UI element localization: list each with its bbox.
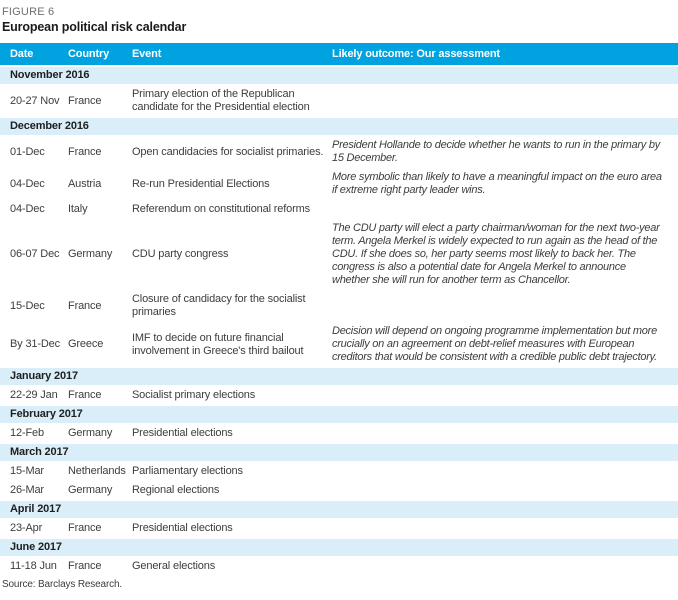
cell-country: France	[68, 389, 102, 401]
cell-event: Primary election of the Republican candidate for the Presidential election	[132, 88, 310, 113]
cell-event: Closure of candidacy for the socialist primaries	[132, 293, 306, 318]
cell-date: 11-18 Jun	[10, 560, 57, 572]
cell-event: Referendum on constitutional reforms	[132, 203, 311, 215]
cell-country: France	[68, 145, 102, 158]
table-body	[0, 67, 678, 576]
cell-date: By 31-Dec	[10, 338, 61, 350]
table-row	[0, 290, 678, 322]
cell-country: Germany	[68, 248, 113, 260]
column-header-assessment: Likely outcome: Our assessment	[332, 48, 500, 60]
table-row	[0, 386, 678, 405]
table-row	[0, 424, 678, 443]
cell-date: 23-Apr	[10, 522, 43, 534]
cell-assessment: The CDU party will elect a party chairman/woman for the next two-year term. Angela Merkel is widely expected to run again as the head of the CDU. If she does so, her party seems most likely to back her. The congress is also a potential date for Angela Merkel to announce whether she will run for another term as Chancellor.	[332, 222, 660, 286]
cell-date: 26-Mar	[10, 484, 44, 496]
cell-country: Greece	[68, 338, 104, 350]
cell-assessment	[332, 431, 672, 437]
figure-label: FIGURE 6	[2, 6, 55, 18]
cell-assessment	[332, 526, 672, 532]
cell-assessment	[332, 469, 672, 475]
cell-date: 15-Mar	[10, 465, 44, 477]
cell-country: France	[68, 560, 102, 572]
cell-country: Netherlands	[68, 465, 126, 477]
column-header-date: Date	[10, 48, 34, 60]
section-row-june-2017: June 2017	[0, 539, 678, 556]
cell-event: Socialist primary elections	[132, 389, 256, 401]
source-note: Source: Barclays Research.	[2, 579, 123, 590]
cell-event: Re-run Presidential Elections	[132, 177, 270, 190]
cell-country: Germany	[68, 427, 113, 439]
cell-country: Italy	[68, 203, 88, 215]
cell-assessment	[332, 303, 672, 309]
cell-date: 06-07 Dec	[10, 248, 60, 260]
section-row-december-2016: December 2016	[0, 118, 678, 135]
table-row	[0, 136, 678, 168]
cell-event: Presidential elections	[132, 427, 233, 439]
cell-assessment	[332, 564, 672, 570]
table-header-row	[0, 43, 678, 65]
cell-date: 15-Dec	[10, 299, 45, 312]
cell-assessment	[332, 207, 672, 213]
cell-date: 04-Dec	[10, 177, 45, 190]
cell-assessment: Decision will depend on ongoing programme implementation but more crucially on an agreement on debt-relief measures with European creditors that would be consistent with a credible public debt trajectory.	[332, 325, 657, 363]
table-row	[0, 168, 678, 200]
cell-event: General elections	[132, 560, 216, 572]
cell-date: 01-Dec	[10, 145, 45, 158]
cell-country: France	[68, 522, 102, 534]
table-row	[0, 519, 678, 538]
table-row	[0, 219, 678, 290]
cell-country: France	[68, 299, 102, 312]
cell-assessment	[332, 393, 672, 399]
cell-event: Presidential elections	[132, 522, 233, 534]
cell-event: IMF to decide on future financial involvement in Greece's third bailout	[132, 331, 304, 357]
cell-date: 04-Dec	[10, 203, 45, 215]
cell-country: France	[68, 94, 102, 107]
cell-assessment	[332, 98, 672, 104]
table-row	[0, 322, 678, 367]
cell-event: CDU party congress	[132, 248, 229, 260]
section-row-november-2016: November 2016	[0, 67, 678, 84]
table-row	[0, 462, 678, 481]
cell-event: Open candidacies for socialist primaries.	[132, 145, 324, 158]
cell-assessment	[332, 488, 672, 494]
column-header-event: Event	[132, 48, 162, 60]
cell-date: 12-Feb	[10, 427, 44, 439]
table-row	[0, 557, 678, 576]
table-row	[0, 200, 678, 219]
cell-country: Germany	[68, 484, 113, 496]
cell-assessment: President Hollande to decide whether he wants to run in the primary by 15 December.	[332, 139, 660, 164]
cell-event: Regional elections	[132, 484, 220, 496]
column-header-country: Country	[68, 48, 110, 60]
section-row-january-2017: January 2017	[0, 368, 678, 385]
cell-country: Austria	[68, 177, 102, 190]
table-row	[0, 481, 678, 500]
section-row-april-2017: April 2017	[0, 501, 678, 518]
cell-event: Parliamentary elections	[132, 465, 243, 477]
section-row-february-2017: February 2017	[0, 406, 678, 423]
table-row	[0, 85, 678, 117]
cell-assessment: More symbolic than likely to have a meaningful impact on the euro area if extreme right party leader wins.	[332, 171, 662, 196]
cell-date: 22-29 Jan	[10, 389, 58, 401]
cell-date: 20-27 Nov	[10, 94, 60, 107]
page-title: European political risk calendar	[2, 20, 187, 34]
section-row-march-2017: March 2017	[0, 444, 678, 461]
risk-calendar-table	[0, 43, 678, 576]
